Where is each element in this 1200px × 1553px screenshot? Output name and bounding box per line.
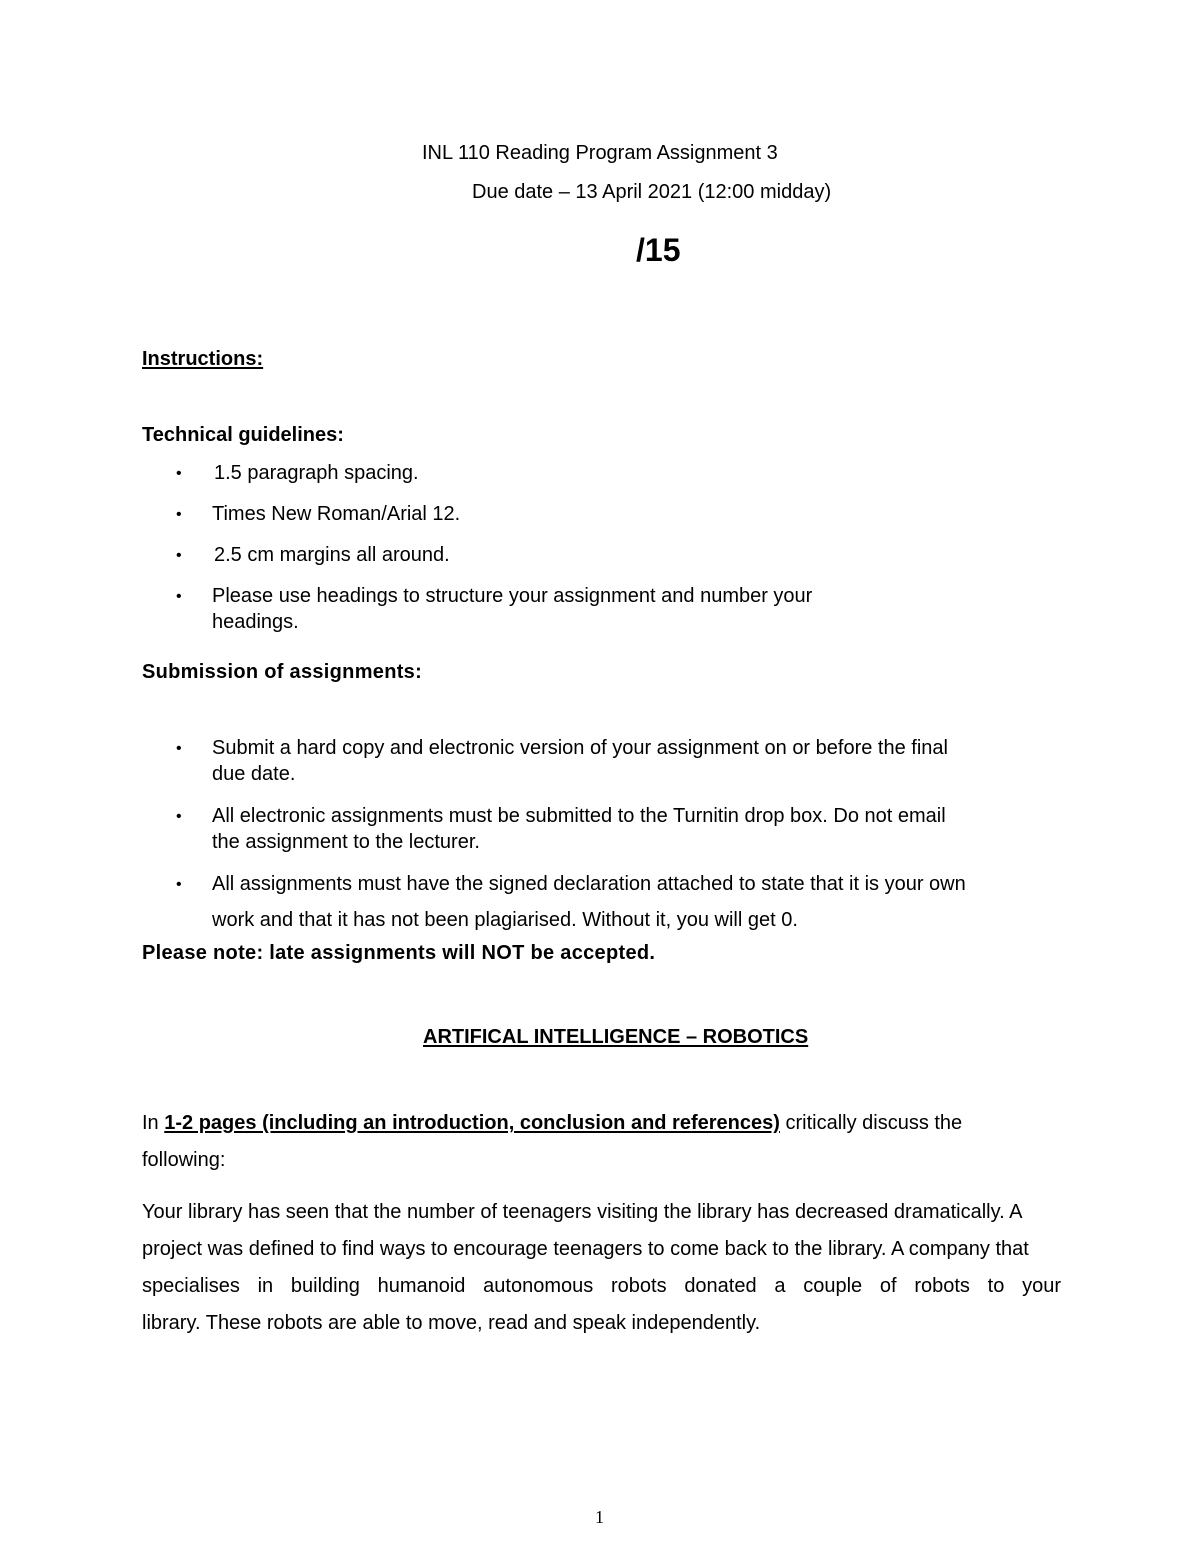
due-date: Due date – 13 April 2021 (12:00 midday): [472, 181, 832, 203]
late-submission-note: Please note: late assignments will NOT be accepted.: [142, 942, 656, 964]
bullet: •: [176, 547, 182, 564]
list-item-text-continued: headings.: [212, 611, 299, 633]
bullet: •: [176, 740, 182, 757]
assignment-title: INL 110 Reading Program Assignment 3: [422, 142, 778, 164]
scenario-line: library. These robots are able to move, read and speak independently.: [142, 1312, 761, 1334]
task-line: [142, 1112, 962, 1135]
instructions-heading: Instructions:: [142, 348, 264, 370]
list-item-text: All assignments must have the signed declaration attached to state that it is your own: [212, 873, 966, 895]
list-item-text: 2.5 cm margins all around.: [214, 544, 450, 566]
bullet: •: [176, 588, 182, 605]
scenario-line: Your library has seen that the number of teenagers visiting the library has decreased dramatically. A: [142, 1201, 1023, 1223]
submission-heading: Submission of assignments:: [142, 661, 423, 683]
task-suffix: critically discuss the: [779, 1112, 963, 1134]
list-item-text: 1.5 paragraph spacing.: [214, 462, 419, 484]
bullet: •: [176, 876, 182, 893]
scenario-line: project was defined to find ways to encourage teenagers to come back to the library. A company that: [142, 1238, 1029, 1260]
scenario-line: specialises in building humanoid autonomous robots donated a couple of robots to your: [142, 1275, 1061, 1297]
list-item-text: Times New Roman/Arial 12.: [212, 503, 461, 525]
list-item-text-continued: the assignment to the lecturer.: [212, 831, 480, 853]
page-number: 1: [595, 1507, 604, 1527]
page-limit-emphasis: 1-2 pages (including an introduction, conclusion and references): [164, 1112, 780, 1134]
list-item-text: Submit a hard copy and electronic version of your assignment on or before the final: [212, 737, 948, 759]
list-item-text: Please use headings to structure your assignment and number your: [212, 585, 813, 607]
total-marks: /15: [636, 232, 681, 268]
topic-heading: ARTIFICAL INTELLIGENCE – ROBOTICS: [423, 1026, 809, 1048]
task-prefix: In: [142, 1112, 165, 1134]
list-item-text-continued: due date.: [212, 763, 296, 785]
list-item-text-continued: work and that it has not been plagiarised. Without it, you will get 0.: [212, 909, 798, 931]
bullet: •: [176, 808, 182, 825]
task-line-continued: following:: [142, 1149, 226, 1171]
bullet: •: [176, 506, 182, 523]
technical-guidelines-heading: Technical guidelines:: [142, 424, 344, 446]
bullet: •: [176, 465, 182, 482]
list-item-text: All electronic assignments must be submitted to the Turnitin drop box. Do not email: [212, 805, 946, 827]
